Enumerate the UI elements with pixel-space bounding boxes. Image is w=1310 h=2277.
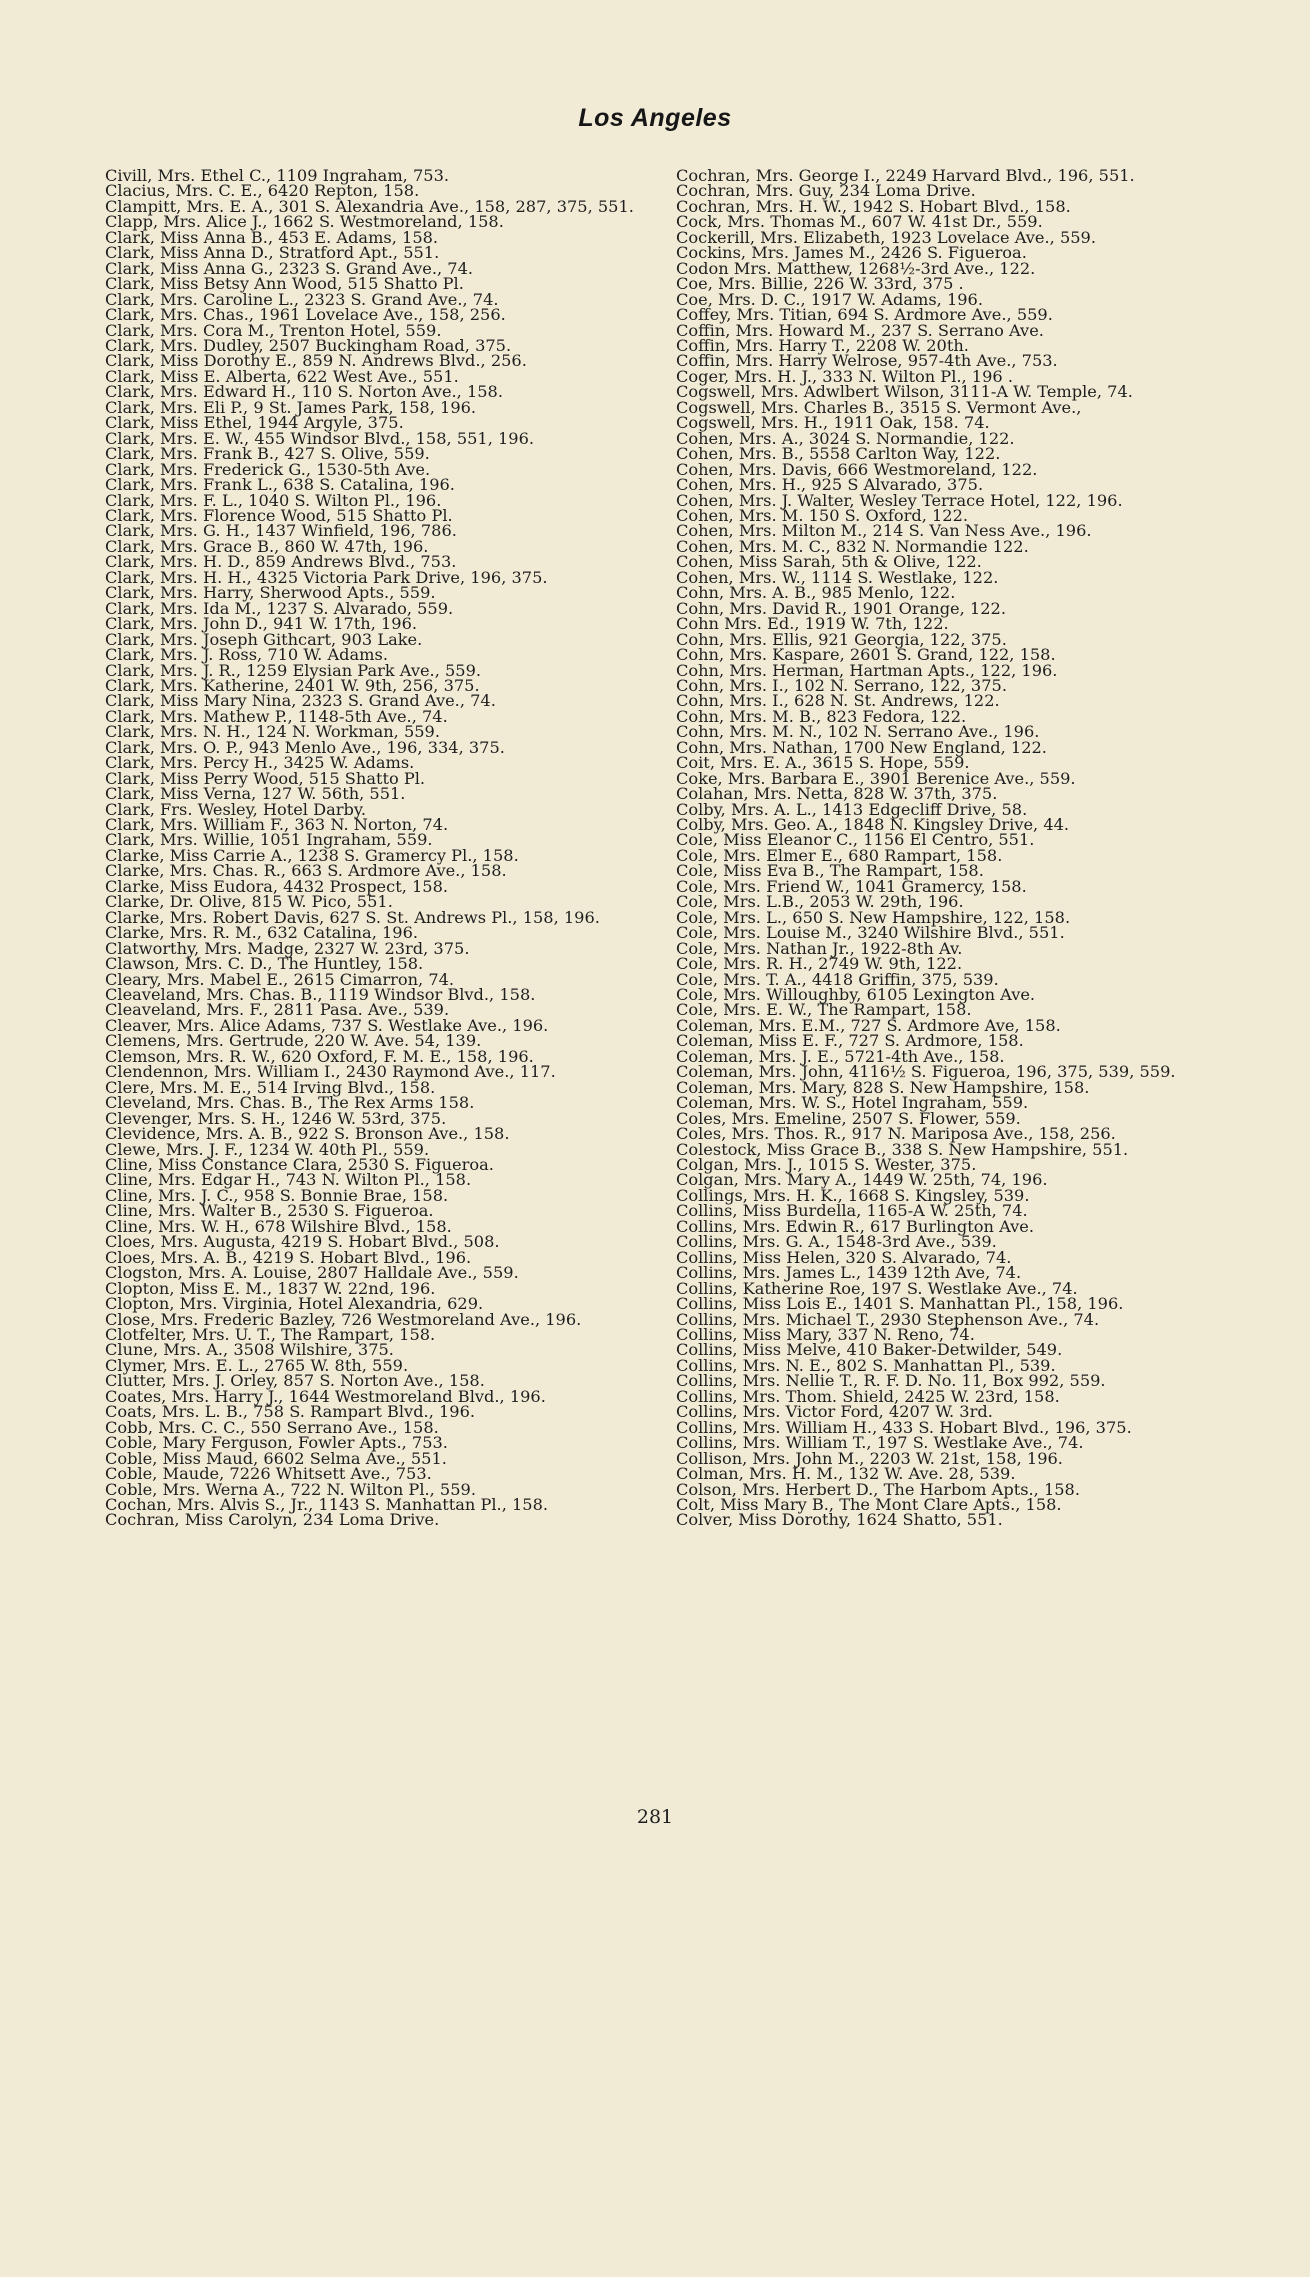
directory-entry: Cline, Mrs. Edgar H., 743 N. Wilton Pl., 158. [105,1170,472,1190]
directory-entry: Cockerill, Mrs. Elizabeth, 1923 Lovelace Ave., 559. [676,227,1096,247]
left-column [105,168,682,1528]
directory-entry: Cloes, Mrs. A. B., 4219 S. Hobart Blvd., 196. [105,1247,472,1267]
directory-entry: Cleaver, Mrs. Alice Adams, 737 S. Westlake Ave., 196. [105,1015,549,1035]
directory-entry: Coffey, Mrs. Titian, 694 S. Ardmore Ave., 559. [676,305,1053,325]
directory-entry: Clacius, Mrs. C. E., 6420 Repton, 158. [105,181,420,201]
directory-entry: Clark, Mrs. H. D., 859 Andrews Blvd., 753. [105,552,457,572]
directory-entry: Colver, Miss Dorothy, 1624 Shatto, 551. [676,1510,1003,1530]
directory-entry: Clark, Mrs. O. P., 943 Menlo Ave., 196, 334, 375. [105,737,505,757]
directory-entry: Cogswell, Mrs. H., 1911 Oak, 158. 74. [676,413,990,433]
directory-entry: Clark, Mrs. Percy H., 3425 W. Adams. [105,753,415,773]
directory-entry: Cole, Mrs. T. A., 4418 Griffin, 375, 539. [676,969,999,989]
directory-entry: Cole, Mrs. Willoughby, 6105 Lexington Ave. [676,985,1036,1005]
directory-entry: Cohen, Mrs. J. Walter, Wesley Terrace Hotel, 122, 196. [676,490,1123,510]
directory-entry: Cole, Mrs. E. W., The Rampart, 158. [676,1000,972,1020]
directory-entry: Cline, Mrs. W. H., 678 Wilshire Blvd., 158. [105,1216,452,1236]
directory-entry: Cohn, Mrs. David R., 1901 Orange, 122. [676,598,1006,618]
directory-entry: Clatworthy, Mrs. Madge, 2327 W. 23rd, 375. [105,938,470,958]
page-number: 281 [636,1806,674,1828]
directory-entry: Cohn, Mrs. A. B., 985 Menlo, 122. [676,583,956,603]
directory-entry: Civill, Mrs. Ethel C., 1109 Ingraham, 753. [105,166,450,185]
directory-entry: Clopton, Mrs. Virginia, Hotel Alexandria, 629. [105,1294,484,1314]
directory-entry: Clark, Miss Anna B., 453 E. Adams, 158. [105,227,439,247]
directory-entry: Coit, Mrs. E. A., 3615 S. Hope, 559. [676,753,970,773]
directory-entry: Collins, Miss Melve, 410 Baker-Detwilder, 549. [676,1340,1063,1360]
right-column [676,168,1253,1528]
directory-entry: Coles, Mrs. Emeline, 2507 S. Flower, 559. [676,1108,1021,1128]
directory-entry: Collins, Mrs. James L., 1439 12th Ave, 74. [676,1263,1022,1283]
directory-entry: Collins, Mrs. Victor Ford, 4207 W. 3rd. [676,1402,993,1422]
directory-entry: Cohen, Mrs. B., 5558 Carlton Way, 122. [676,444,1001,464]
directory-entry: Clark, Miss E. Alberta, 622 West Ave., 551. [105,366,459,386]
directory-entry: Clark, Miss Perry Wood, 515 Shatto Pl. [105,768,426,788]
directory-entry: Cole, Miss Eva B., The Rampart, 158. [676,861,984,881]
directory-entry: Cock, Mrs. Thomas M., 607 W. 41st Dr., 559. [676,212,1043,232]
directory-entry: Clark, Mrs. H. H., 4325 Victoria Park Drive, 196, 375. [105,567,548,587]
directory-entry: Cleaveland, Mrs. F., 2811 Pasa. Ave., 539. [105,1000,450,1020]
directory-entry: Cole, Mrs. R. H., 2749 W. 9th, 122. [676,954,963,974]
directory-entry: Colman, Mrs. H. M., 132 W. Ave. 28, 539. [676,1464,1016,1484]
directory-entry: Coble, Maude, 7226 Whitsett Ave., 753. [105,1464,432,1484]
directory-entry: Clark, Miss Dorothy E., 859 N. Andrews Blvd., 256. [105,351,527,371]
directory-entry: Cleveland, Mrs. Chas. B., The Rex Arms 158. [105,1093,475,1113]
directory-entry: Cohn Mrs. Ed., 1919 W. 7th, 122. [676,614,949,634]
directory-entry: Collins, Mrs. William H., 433 S. Hobart Blvd., 196, 375. [676,1417,1132,1437]
directory-entry: Cochran, Mrs. H. W., 1942 S. Hobart Blvd., 158. [676,196,1071,216]
directory-entry: Clark, Mrs. Florence Wood, 515 Shatto Pl. [105,505,453,525]
directory-entry: Clarke, Mrs. Robert Davis, 627 S. St. Andrews Pl., 158, 196. [105,907,600,927]
directory-entry: Colgan, Mrs. Mary A., 1449 W. 25th, 74, 196. [676,1170,1048,1190]
directory-entry: Cochran, Mrs. George I., 2249 Harvard Blvd., 196, 551. [676,166,1135,185]
directory-entry: Clark, Mrs. William F., 363 N. Norton, 74. [105,815,449,835]
directory-entry: Collins, Mrs. Thom. Shield, 2425 W. 23rd, 158. [676,1386,1060,1406]
directory-entry: Coffin, Mrs. Harry Welrose, 957-4th Ave., 753. [676,351,1058,371]
directory-entry: Clopton, Miss E. M., 1837 W. 22nd, 196. [105,1278,436,1298]
directory-entry: Clark, Mrs. G. H., 1437 Winfield, 196, 786. [105,521,457,541]
directory-entry: Clere, Mrs. M. E., 514 Irving Blvd., 158. [105,1077,436,1097]
directory-entry: Collins, Mrs. Edwin R., 617 Burlington Ave. [676,1216,1034,1236]
directory-entry: Cogswell, Mrs. Adwlbert Wilson, 3111-A W. Temple, 74. [676,382,1133,402]
directory-entry: Cole, Mrs. Friend W., 1041 Gramercy, 158. [676,876,1027,896]
directory-entry: Clewe, Mrs. J. F., 1234 W. 40th Pl., 559. [105,1139,430,1159]
directory-entry: Coates, Mrs. Harry J., 1644 Westmoreland Blvd., 196. [105,1386,546,1406]
directory-entry: Coleman, Mrs. J. E., 5721-4th Ave., 158. [676,1046,1005,1066]
directory-entry: Colby, Mrs. A. L., 1413 Edgecliff Drive, 58. [676,799,1028,819]
directory-entry: Coleman, Miss E. F., 727 S. Ardmore, 158. [676,1031,1024,1051]
directory-entry: Codon Mrs. Matthew, 1268½-3rd Ave., 122. [676,258,1036,278]
directory-entry: Coe, Mrs. D. C., 1917 W. Adams, 196. [676,289,983,309]
directory-entry: Clark, Mrs. Mathew P., 1148-5th Ave., 74. [105,706,448,726]
directory-entry: Clark, Miss Mary Nina, 2323 S. Grand Ave., 74. [105,691,496,711]
directory-entry: Clark, Mrs. Caroline L., 2323 S. Grand Ave., 74. [105,289,499,309]
directory-entry: Cohen, Mrs. Milton M., 214 S. Van Ness Ave., 196. [676,521,1092,541]
directory-entry: Cline, Mrs. Walter B., 2530 S. Figueroa. [105,1201,434,1221]
directory-entry: Collins, Miss Burdella, 1165-A W. 25th, 74. [676,1201,1028,1221]
directory-entry: Collins, Mrs. N. E., 802 S. Manhattan Pl., 539. [676,1355,1056,1375]
directory-entry: Colahan, Mrs. Netta, 828 W. 37th, 375. [676,784,998,804]
directory-entry: Clark, Mrs. Ida M., 1237 S. Alvarado, 559. [105,598,454,618]
directory-entry: Clark, Miss Anna D., Stratford Apt., 551. [105,243,440,263]
directory-entry: Clevenger, Mrs. S. H., 1246 W. 53rd, 375. [105,1108,447,1128]
directory-entry: Clark, Miss Ethel, 1944 Argyle, 375. [105,413,404,433]
directory-entry: Cohen, Mrs. H., 925 S Alvarado, 375. [676,475,984,495]
directory-entry: Clark, Mrs. Eli P., 9 St. James Park, 158, 196. [105,397,477,417]
directory-entry: Collins, Miss Helen, 320 S. Alvarado, 74. [676,1247,1012,1267]
directory-entry: Cline, Mrs. J. C., 958 S. Bonnie Brae, 158. [105,1185,449,1205]
directory-entry: Colson, Mrs. Herbert D., The Harbom Apts., 158. [676,1479,1080,1499]
directory-entry: Cleary, Mrs. Mabel E., 2615 Cimarron, 74. [105,969,455,989]
directory-entry: Colt, Miss Mary B., The Mont Clare Apts., 158. [676,1494,1062,1514]
directory-entry: Clark, Mrs. Edward H., 110 S. Norton Ave., 158. [105,382,503,402]
directory-entry: Collings, Mrs. H. K., 1668 S. Kingsley, 539. [676,1185,1030,1205]
directory-entry: Clark, Mrs. Grace B., 860 W. 47th, 196. [105,536,429,556]
directory-entry: Collins, Mrs. Michael T., 2930 Stephenson Ave., 74. [676,1309,1100,1329]
directory-entry: Clark, Frs. Wesley, Hotel Darby. [105,799,367,819]
directory-entry: Coleman, Mrs. E.M., 727 S. Ardmore Ave, 158. [676,1015,1061,1035]
directory-entry: Clarke, Dr. Olive, 815 W. Pico, 551. [105,892,393,912]
directory-entry: Clark, Mrs. J. R., 1259 Elysian Park Ave., 559. [105,660,482,680]
directory-entry: Clark, Mrs. Willie, 1051 Ingraham, 559. [105,830,433,850]
directory-entry: Cohen, Mrs. A., 3024 S. Normandie, 122. [676,428,1015,448]
directory-entry: Coger, Mrs. H. J., 333 N. Wilton Pl., 196 . [676,366,1013,386]
directory-entry: Cohn, Mrs. Herman, Hartman Apts., 122, 196. [676,660,1058,680]
directory-entry: Clark, Mrs. Frederick G., 1530-5th Ave. [105,459,431,479]
directory-entry: Coleman, Mrs. W. S., Hotel Ingraham, 559. [676,1093,1029,1113]
directory-entry: Clark, Mrs. N. H., 124 N. Workman, 559. [105,722,440,742]
directory-entry: Cohn, Mrs. Ellis, 921 Georgia, 122, 375. [676,629,1007,649]
directory-entry: Clark, Mrs. E. W., 455 Windsor Blvd., 158, 551, 196. [105,428,535,448]
directory-entry: Close, Mrs. Frederic Bazley, 726 Westmoreland Ave., 196. [105,1309,582,1329]
directory-entry: Cole, Mrs. Nathan Jr., 1922-8th Av. [676,938,963,958]
page-title: Los Angeles [578,104,732,132]
directory-entry: Cochran, Miss Carolyn, 234 Loma Drive. [105,1510,440,1530]
directory-entry: Cohn, Mrs. M. B., 823 Fedora, 122. [676,706,967,726]
directory-entry: Clarke, Mrs. R. M., 632 Catalina, 196. [105,923,419,943]
directory-entry: Cole, Mrs. L.B., 2053 W. 29th, 196. [676,892,964,912]
directory-entry: Clark, Miss Verna, 127 W. 56th, 551. [105,784,406,804]
directory-entry: Clemson, Mrs. R. W., 620 Oxford, F. M. E., 158, 196. [105,1046,534,1066]
directory-entry: Coleman, Mrs. Mary, 828 S. New Hampshire, 158. [676,1077,1090,1097]
directory-entry: Clemens, Mrs. Gertrude, 220 W. Ave. 54, 139. [105,1031,482,1051]
directory-entry: Cole, Miss Eleanor C., 1156 El Centro, 551. [676,830,1035,850]
directory-entry: Clark, Miss Anna G., 2323 S. Grand Ave., 74. [105,258,474,278]
directory-entry: Cochan, Mrs. Alvis S., Jr., 1143 S. Manhattan Pl., 158. [105,1494,549,1514]
directory-entry: Clark, Mrs. Chas., 1961 Lovelace Ave., 158, 256. [105,305,506,325]
directory-entry: Coble, Mary Ferguson, Fowler Apts., 753. [105,1433,448,1453]
directory-entry: Clark, Mrs. Joseph Githcart, 903 Lake. [105,629,423,649]
directory-entry: Cohn, Mrs. Kaspare, 2601 S. Grand, 122, 158. [676,645,1056,665]
directory-entry: Collins, Katherine Roe, 197 S. Westlake Ave., 74. [676,1278,1078,1298]
directory-entry: Clawson, Mrs. C. D., The Huntley, 158. [105,954,424,974]
directory-entry: Colby, Mrs. Geo. A., 1848 N. Kingsley Drive, 44. [676,815,1070,835]
directory-entry: Cloes, Mrs. Augusta, 4219 S. Hobart Blvd., 508. [105,1232,500,1252]
directory-entry: Cline, Miss Constance Clara, 2530 S. Figueroa. [105,1155,494,1174]
directory-entry: Coke, Mrs. Barbara E., 3901 Berenice Ave., 559. [676,768,1076,788]
directory-entry: Coe, Mrs. Billie, 226 W. 33rd, 375 . [676,274,964,294]
directory-entry: Colestock, Miss Grace B., 338 S. New Hampshire, 551. [676,1139,1129,1159]
directory-entry: Clark, Mrs. F. L., 1040 S. Wilton Pl., 196. [105,490,442,510]
directory-entry: Cohen, Mrs. W., 1114 S. Westlake, 122. [676,567,999,587]
directory-entry: Coats, Mrs. L. B., 758 S. Rampart Blvd., 196. [105,1402,476,1422]
directory-entry: Coffin, Mrs. Howard M., 237 S. Serrano Ave. [676,320,1044,340]
directory-entry: Cohn, Mrs. I., 102 N. Serrano, 122, 375. [676,675,1007,695]
directory-entry: Clark, Mrs. Dudley, 2507 Buckingham Road, 375. [105,335,512,355]
directory-entry: Coles, Mrs. Thos. R., 917 N. Mariposa Ave., 158, 256. [676,1124,1116,1144]
directory-entry: Cogswell, Mrs. Charles B., 3515 S. Vermont Ave., [676,397,1082,417]
directory-entry: Clampitt, Mrs. E. A., 301 S. Alexandria Ave., 158, 287, 375, 551. [105,196,634,216]
directory-entry: Clark, Mrs. Cora M., Trenton Hotel, 559. [105,320,442,340]
directory-entry: Cochran, Mrs. Guy, 234 Loma Drive. [676,181,976,201]
directory-entry: Coble, Miss Maud, 6602 Selma Ave., 551. [105,1448,447,1468]
directory-entry: Clapp, Mrs. Alice J., 1662 S. Westmoreland, 158. [105,212,504,232]
directory-entry: Clark, Mrs. Katherine, 2401 W. 9th, 256, 375. [105,675,480,695]
directory-entry: Cobb, Mrs. C. C., 550 Serrano Ave., 158. [105,1417,439,1437]
directory-entry: Cohn, Mrs. M. N., 102 N. Serrano Ave., 196. [676,722,1040,742]
directory-entry: Clark, Mrs. John D., 941 W. 17th, 196. [105,614,418,634]
directory-entry: Clendennon, Mrs. William I., 2430 Raymond Ave., 117. [105,1062,556,1082]
directory-entry: Clarke, Mrs. Chas. R., 663 S. Ardmore Ave., 158. [105,861,507,881]
directory-entry: Clogston, Mrs. A. Louise, 2807 Halldale Ave., 559. [105,1263,519,1283]
directory-entry: Cohen, Mrs. M. C., 832 N. Normandie 122. [676,536,1029,556]
directory-entry: Clark, Mrs. Harry, Sherwood Apts., 559. [105,583,436,603]
directory-entry: Cohen, Miss Sarah, 5th & Olive, 122. [676,552,982,572]
directory-entry: Cohn, Mrs. Nathan, 1700 New England, 122. [676,737,1047,757]
directory-entry: Collins, Mrs. G. A., 1548-3rd Ave., 539. [676,1232,997,1252]
directory-entry: Cohen, Mrs. Davis, 666 Westmoreland, 122. [676,459,1038,479]
directory-entry: Colgan, Mrs. J., 1015 S. Wester, 375. [676,1155,977,1174]
directory-entry: Cleaveland, Mrs. Chas. B., 1119 Windsor Blvd., 158. [105,985,536,1005]
directory-entry: Clotfelter, Mrs. U. T., The Rampart, 158. [105,1324,436,1344]
directory-entry: Clark, Mrs. Frank L., 638 S. Catalina, 196. [105,475,455,495]
directory-entry: Clymer, Mrs. E. L., 2765 W. 8th, 559. [105,1355,409,1375]
directory-entry: Cole, Mrs. L., 650 S. New Hampshire, 122, 158. [676,907,1071,927]
directory-entry: Clark, Mrs. J. Ross, 710 W. Adams. [105,645,388,665]
directory-entry: Collins, Miss Lois E., 1401 S. Manhattan Pl., 158, 196. [676,1294,1124,1314]
directory-entry: Coleman, Mrs. John, 4116½ S. Figueroa, 196, 375, 539, 559. [676,1062,1176,1082]
directory-entry: Cole, Mrs. Elmer E., 680 Rampart, 158. [676,845,1003,865]
directory-entry: Coble, Mrs. Werna A., 722 N. Wilton Pl., 559. [105,1479,476,1499]
directory-entry: Collins, Mrs. William T., 197 S. Westlake Ave., 74. [676,1433,1084,1453]
directory-entry: Collison, Mrs. John M., 2203 W. 21st, 158, 196. [676,1448,1063,1468]
directory-entry: Clevidence, Mrs. A. B., 922 S. Bronson Ave., 158. [105,1124,510,1144]
directory-entry: Cockins, Mrs. James M., 2426 S. Figueroa. [676,243,1027,263]
directory-entry: Cohn, Mrs. I., 628 N. St. Andrews, 122. [676,691,1000,711]
directory-entry: Cohen, Mrs. M. 150 S. Oxford, 122. [676,505,969,525]
directory-entry: Cole, Mrs. Louise M., 3240 Wilshire Blvd., 551. [676,923,1065,943]
directory-entry: Collins, Mrs. Nellie T., R. F. D. No. 11, Box 992, 559. [676,1371,1106,1391]
directory-entry: Clark, Miss Betsy Ann Wood, 515 Shatto Pl. [105,274,464,294]
directory-entry: Clutter, Mrs. J. Orley, 857 S. Norton Ave., 158. [105,1371,485,1391]
directory-entry: Clarke, Miss Carrie A., 1238 S. Gramercy Pl., 158. [105,845,519,865]
directory-entry: Clune, Mrs. A., 3508 Wilshire, 375. [105,1340,394,1360]
directory-entry: Coffin, Mrs. Harry T., 2208 W. 20th. [676,335,969,355]
directory-entry: Clarke, Miss Eudora, 4432 Prospect, 158. [105,876,449,896]
directory-entry: Clark, Mrs. Frank B., 427 S. Olive, 559. [105,444,430,464]
directory-entry: Collins, Miss Mary, 337 N. Reno, 74. [676,1324,975,1344]
